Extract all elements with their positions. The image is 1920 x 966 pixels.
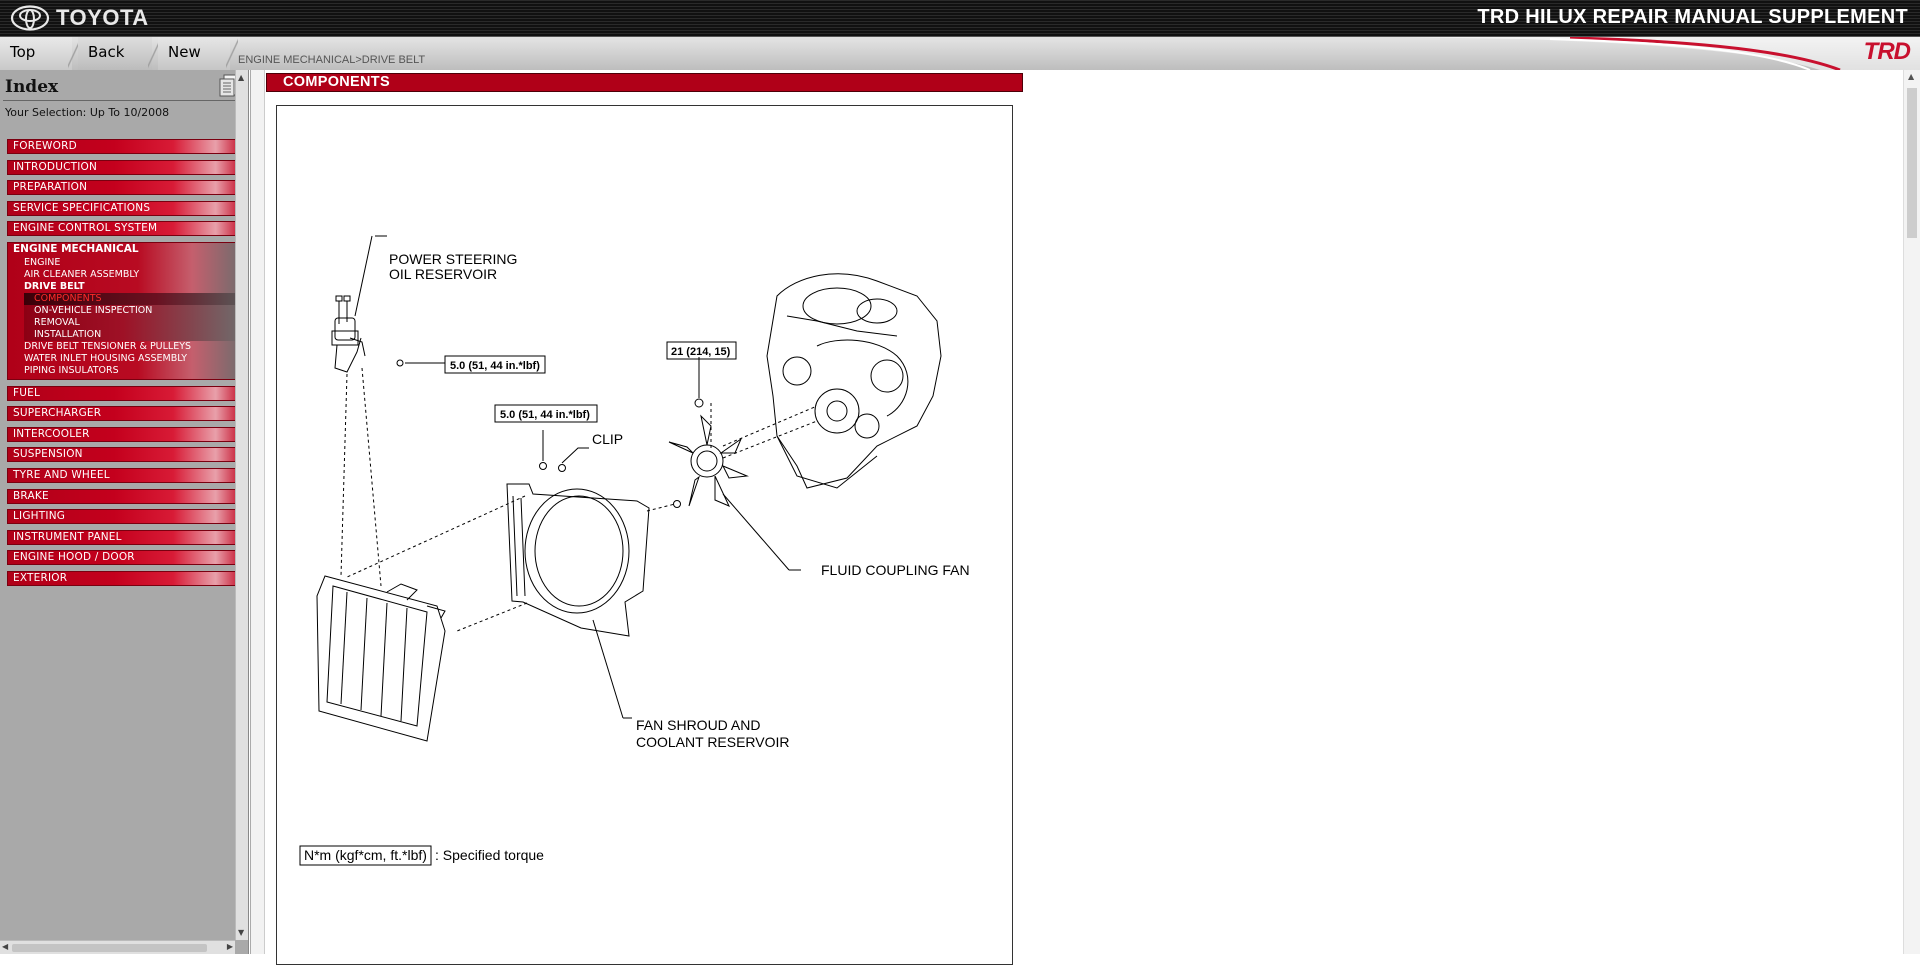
label-fan-shroud-2: COOLANT RESERVOIR (636, 734, 790, 750)
toyota-logo (10, 5, 149, 31)
label-power-steering-1: POWER STEERING (389, 251, 518, 267)
toc-sub-air-cleaner-assembly[interactable]: AIR CLEANER ASSEMBLY (24, 268, 140, 280)
brand-name: TOYOTA (56, 5, 149, 30)
torque-value-shroud: 5.0 (51, 44 in.*lbf) (500, 409, 590, 421)
legend-unit: N*m (kgf*cm, ft.*lbf) (304, 847, 427, 863)
fan-shroud-drawing (345, 430, 681, 718)
section-title: COMPONENTS (266, 73, 1023, 92)
toc-item-tyre-and-wheel[interactable]: TYRE AND WHEEL (7, 468, 245, 483)
toc-item-foreword[interactable]: FOREWORD (7, 139, 245, 154)
nav-divider (226, 37, 238, 70)
sidebar (0, 70, 249, 954)
toc-leaf-installation[interactable]: INSTALLATION (34, 328, 102, 340)
breadcrumb: ENGINE MECHANICAL>DRIVE BELT (238, 54, 426, 66)
components-figure (276, 105, 1013, 965)
trd-swoosh-graphic (1400, 37, 1920, 70)
table-of-contents (7, 139, 245, 592)
trd-logo: TRD (1863, 38, 1910, 65)
content-left-scroll-strip (251, 70, 265, 954)
power-steering-reservoir-drawing (332, 236, 445, 586)
torque-value-power-steering: 5.0 (51, 44 in.*lbf) (450, 360, 540, 372)
toc-item-engine-mechanical[interactable]: ENGINE MECHANICAL (13, 242, 139, 255)
toc-item-service-specifications[interactable]: SERVICE SPECIFICATIONS (7, 201, 245, 216)
horizontal-scroll-thumb[interactable] (12, 944, 207, 952)
toc-leaf-removal[interactable]: REMOVAL (34, 316, 80, 328)
scroll-right-arrow-icon[interactable]: ▶ (226, 942, 233, 951)
content-vertical-scrollbar[interactable] (1903, 70, 1920, 954)
index-divider (3, 100, 246, 101)
index-title: Index (5, 77, 59, 97)
toc-subgroup-drive-belt (24, 293, 244, 341)
scroll-up-arrow-icon[interactable]: ▲ (238, 73, 245, 82)
toc-item-supercharger[interactable]: SUPERCHARGER (7, 406, 245, 421)
toc-item-suspension[interactable]: SUSPENSION (7, 447, 245, 462)
scroll-left-arrow-icon[interactable]: ◀ (2, 942, 9, 951)
label-fluid-coupling-fan: FLUID COUPLING FAN (821, 562, 970, 578)
toc-item-exterior[interactable]: EXTERIOR (7, 571, 245, 586)
toc-item-intercooler[interactable]: INTERCOOLER (7, 427, 245, 442)
toc-item-engine-hood-door[interactable]: ENGINE HOOD / DOOR (7, 550, 245, 565)
toc-item-instrument-panel[interactable]: INSTRUMENT PANEL (7, 530, 245, 545)
sidebar-horizontal-scrollbar[interactable] (0, 940, 235, 954)
top-bar (0, 0, 1920, 37)
toc-sub-water-inlet-housing[interactable]: WATER INLET HOUSING ASSEMBLY (24, 352, 188, 364)
back-button[interactable]: Back (78, 37, 152, 70)
toc-item-preparation[interactable]: PREPARATION (7, 180, 245, 195)
toc-item-engine-control-system[interactable]: ENGINE CONTROL SYSTEM (7, 221, 245, 236)
sidebar-vertical-scrollbar[interactable] (235, 70, 248, 940)
label-fan-shroud-1: FAN SHROUD AND (636, 717, 761, 733)
torque-value-fan: 21 (214, 15) (671, 346, 731, 358)
content-pane (250, 70, 1920, 954)
toc-sub-drive-belt[interactable]: DRIVE BELT (24, 280, 85, 292)
toc-leaf-components[interactable]: COMPONENTS (24, 293, 244, 305)
toc-group-engine-mechanical (7, 242, 245, 380)
toc-item-brake[interactable]: BRAKE (7, 489, 245, 504)
label-clip: CLIP (592, 431, 624, 447)
engine-drawing (723, 274, 941, 488)
label-power-steering-2: OIL RESERVOIR (389, 266, 498, 282)
fluid-coupling-fan-drawing (669, 357, 801, 570)
toyota-emblem-icon (10, 5, 50, 31)
components-diagram (277, 106, 1014, 966)
toc-sub-drive-belt-tensioner[interactable]: DRIVE BELT TENSIONER & PULLEYS (24, 340, 192, 352)
new-button[interactable]: New (158, 37, 230, 70)
scroll-up-arrow-icon[interactable]: ▲ (1908, 72, 1915, 81)
legend-text: : Specified torque (435, 847, 544, 863)
toc-item-fuel[interactable]: FUEL (7, 386, 245, 401)
scroll-down-arrow-icon[interactable]: ▼ (238, 928, 245, 937)
top-button[interactable]: Top (0, 37, 72, 70)
app-title: TRD HILUX REPAIR MANUAL SUPPLEMENT (1477, 6, 1908, 28)
toc-sub-piping-insulators[interactable]: PIPING INSULATORS (24, 364, 119, 376)
radiator-drawing (317, 576, 445, 741)
selection-text: Your Selection: Up To 10/2008 (5, 106, 170, 119)
toc-leaf-on-vehicle-inspection[interactable]: ON-VEHICLE INSPECTION (34, 304, 153, 316)
toc-item-introduction[interactable]: INTRODUCTION (7, 160, 245, 175)
toc-item-lighting[interactable]: LIGHTING (7, 509, 245, 524)
vertical-scroll-thumb[interactable] (1907, 88, 1917, 238)
toc-sub-engine[interactable]: ENGINE (24, 256, 61, 268)
